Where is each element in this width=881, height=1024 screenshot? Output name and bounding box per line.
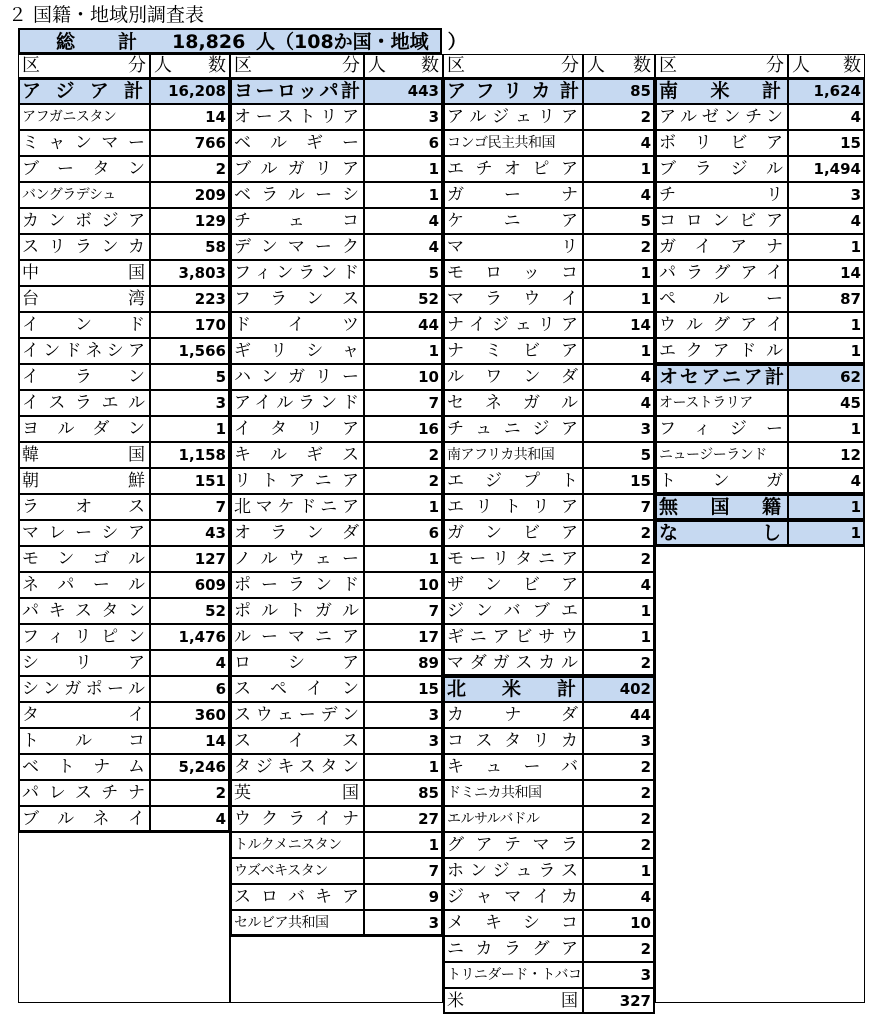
country-name: ベルギー (230, 130, 364, 156)
region-total-label: アジア計 (18, 78, 150, 104)
country-name: イタリア (230, 416, 364, 442)
country-count: 9 (364, 884, 443, 910)
country-name: 米国 (443, 988, 583, 1014)
country-count: 1 (364, 754, 443, 780)
country-name: エチオピア (443, 156, 583, 182)
country-name: ネパール (18, 572, 150, 598)
country-count: 27 (364, 806, 443, 832)
country-name: ウクライナ (230, 806, 364, 832)
country-name: イラン (18, 364, 150, 390)
country-count: 1 (583, 624, 655, 650)
region-total-count: 85 (583, 78, 655, 104)
country-name: ミャンマー (18, 130, 150, 156)
country-name: エルサルバドル (443, 806, 583, 832)
region-total-count: 402 (583, 676, 655, 702)
column-header-region: 区 分 (18, 54, 150, 78)
country-name: ヨルダン (18, 416, 150, 442)
country-name: ノルウェー (230, 546, 364, 572)
country-count: 43 (150, 520, 230, 546)
country-count: 327 (583, 988, 655, 1014)
country-name: イスラエル (18, 390, 150, 416)
country-name: デンマーク (230, 234, 364, 260)
page-title: ２ 国籍・地域別調査表 (8, 4, 205, 26)
country-count: 3 (364, 910, 443, 936)
country-count: 2 (583, 104, 655, 130)
country-name: エクアドル (655, 338, 788, 364)
country-name: カナダ (443, 702, 583, 728)
empty-cell (230, 936, 443, 1003)
region-total-count: 1 (788, 494, 865, 520)
country-count: 4 (364, 208, 443, 234)
country-count: 44 (364, 312, 443, 338)
country-count: 129 (150, 208, 230, 234)
country-count: 3 (788, 182, 865, 208)
country-count: 1 (788, 234, 865, 260)
country-name: トンガ (655, 468, 788, 494)
country-name: 英国 (230, 780, 364, 806)
country-count: 10 (364, 364, 443, 390)
country-count: 6 (150, 676, 230, 702)
country-count: 12 (788, 442, 865, 468)
country-count: 1,476 (150, 624, 230, 650)
country-name: 南アフリカ共和国 (443, 442, 583, 468)
country-count: 5 (364, 260, 443, 286)
country-name: アルゼンチン (655, 104, 788, 130)
country-count: 4 (788, 468, 865, 494)
country-count: 1 (583, 156, 655, 182)
country-name: アイルランド (230, 390, 364, 416)
country-count: 1 (788, 338, 865, 364)
column-header-count: 人 数 (788, 54, 865, 78)
country-count: 2 (583, 546, 655, 572)
country-name: モーリタニア (443, 546, 583, 572)
country-name: フィリピン (18, 624, 150, 650)
country-name: ベラルーシ (230, 182, 364, 208)
country-name: ハンガリー (230, 364, 364, 390)
country-name: ポーランド (230, 572, 364, 598)
country-name: エジプト (443, 468, 583, 494)
country-name: ケニア (443, 208, 583, 234)
country-count: 10 (364, 572, 443, 598)
region-total-label: 南米計 (655, 78, 788, 104)
grand-total-label: 総 計 (56, 31, 150, 53)
country-name: モンゴル (18, 546, 150, 572)
country-count: 1,158 (150, 442, 230, 468)
country-count: 2 (150, 780, 230, 806)
country-count: 1,566 (150, 338, 230, 364)
region-total-count: 62 (788, 364, 865, 390)
country-count: 7 (150, 494, 230, 520)
country-count: 7 (364, 598, 443, 624)
country-name: ブラジル (655, 156, 788, 182)
country-name: チリ (655, 182, 788, 208)
country-count: 52 (150, 598, 230, 624)
country-name: ラオス (18, 494, 150, 520)
country-name: ドミニカ共和国 (443, 780, 583, 806)
country-count: 766 (150, 130, 230, 156)
country-count: 4 (583, 364, 655, 390)
country-name: 朝鮮 (18, 468, 150, 494)
country-name: 台湾 (18, 286, 150, 312)
country-name: スウェーデン (230, 702, 364, 728)
country-count: 1 (364, 156, 443, 182)
country-name: モロッコ (443, 260, 583, 286)
country-name: オランダ (230, 520, 364, 546)
country-name: マリ (443, 234, 583, 260)
country-name: エリトリア (443, 494, 583, 520)
country-name: インド (18, 312, 150, 338)
country-name: ニカラグア (443, 936, 583, 962)
country-count: 6 (364, 520, 443, 546)
empty-cell (655, 546, 865, 1003)
country-count: 1 (583, 338, 655, 364)
country-name: メキシコ (443, 910, 583, 936)
country-count: 3 (364, 104, 443, 130)
country-count: 87 (788, 286, 865, 312)
country-count: 2 (583, 806, 655, 832)
country-count: 1 (150, 416, 230, 442)
country-name: タジキスタン (230, 754, 364, 780)
country-name: キルギス (230, 442, 364, 468)
country-count: 609 (150, 572, 230, 598)
column-header-count: 人 数 (583, 54, 655, 78)
country-count: 3 (583, 962, 655, 988)
country-count: 5,246 (150, 754, 230, 780)
country-name: 北マケドニア (230, 494, 364, 520)
country-name: カンボジア (18, 208, 150, 234)
country-name: ニュージーランド (655, 442, 788, 468)
country-name: フィジー (655, 416, 788, 442)
country-count: 1 (364, 832, 443, 858)
country-name: シンガポール (18, 676, 150, 702)
country-count: 1 (583, 286, 655, 312)
column-header-count: 人 数 (364, 54, 443, 78)
country-name: マレーシア (18, 520, 150, 546)
country-count: 4 (583, 884, 655, 910)
grand-total-unit: 人（108か国・地域 ） (256, 31, 467, 53)
country-name: キューバ (443, 754, 583, 780)
country-count: 1 (583, 598, 655, 624)
country-name: パレスチナ (18, 780, 150, 806)
country-count: 14 (583, 312, 655, 338)
country-name: ウズベキスタン (230, 858, 364, 884)
country-name: ジャマイカ (443, 884, 583, 910)
country-count: 1 (364, 494, 443, 520)
country-count: 85 (364, 780, 443, 806)
country-count: 2 (583, 936, 655, 962)
region-total-count: 16,208 (150, 78, 230, 104)
country-name: ブルネイ (18, 806, 150, 832)
country-count: 14 (150, 728, 230, 754)
country-name: ガーナ (443, 182, 583, 208)
country-name: 韓国 (18, 442, 150, 468)
country-count: 44 (583, 702, 655, 728)
country-count: 1 (583, 260, 655, 286)
country-name: スリランカ (18, 234, 150, 260)
empty-cell (18, 832, 230, 1003)
country-name: パキスタン (18, 598, 150, 624)
country-count: 4 (583, 182, 655, 208)
country-name: ルワンダ (443, 364, 583, 390)
region-total-label: アフリカ計 (443, 78, 583, 104)
country-name: マダガスカル (443, 650, 583, 676)
country-name: バングラデシュ (18, 182, 150, 208)
country-count: 2 (150, 156, 230, 182)
country-count: 4 (583, 572, 655, 598)
country-name: ガイアナ (655, 234, 788, 260)
country-count: 4 (583, 390, 655, 416)
country-count: 52 (364, 286, 443, 312)
country-count: 7 (364, 858, 443, 884)
country-count: 58 (150, 234, 230, 260)
region-total-label: なし (655, 520, 788, 546)
country-count: 151 (150, 468, 230, 494)
grand-total-count: 18,826 (172, 31, 246, 53)
country-name: チェコ (230, 208, 364, 234)
country-name: ペルー (655, 286, 788, 312)
country-count: 1 (364, 182, 443, 208)
country-count: 2 (583, 754, 655, 780)
country-count: 360 (150, 702, 230, 728)
country-count: 1 (583, 858, 655, 884)
country-count: 7 (583, 494, 655, 520)
country-count: 2 (583, 520, 655, 546)
country-name: スペイン (230, 676, 364, 702)
country-name: ザンビア (443, 572, 583, 598)
column-header-region: 区 分 (655, 54, 788, 78)
country-name: スイス (230, 728, 364, 754)
region-total-label: オセアニア計 (655, 364, 788, 390)
country-count: 1 (364, 546, 443, 572)
country-name: アルジェリア (443, 104, 583, 130)
country-count: 3,803 (150, 260, 230, 286)
country-count: 5 (150, 364, 230, 390)
nationality-table (18, 54, 865, 1011)
country-count: 3 (583, 728, 655, 754)
country-count: 2 (364, 442, 443, 468)
country-name: トルクメニスタン (230, 832, 364, 858)
country-name: フランス (230, 286, 364, 312)
country-count: 1 (788, 312, 865, 338)
country-name: ルーマニア (230, 624, 364, 650)
country-name: ギリシャ (230, 338, 364, 364)
country-count: 17 (364, 624, 443, 650)
country-name: ベトナム (18, 754, 150, 780)
country-count: 10 (583, 910, 655, 936)
region-total-count: 443 (364, 78, 443, 104)
country-count: 89 (364, 650, 443, 676)
country-name: ギニアビサウ (443, 624, 583, 650)
country-name: 中国 (18, 260, 150, 286)
country-count: 4 (788, 104, 865, 130)
country-name: ポルトガル (230, 598, 364, 624)
region-total-label: ヨーロッパ計 (230, 78, 364, 104)
country-name: コロンビア (655, 208, 788, 234)
country-name: オーストリア (230, 104, 364, 130)
country-count: 1,494 (788, 156, 865, 182)
country-count: 15 (364, 676, 443, 702)
country-count: 6 (364, 130, 443, 156)
country-name: インドネシア (18, 338, 150, 364)
country-count: 209 (150, 182, 230, 208)
country-count: 3 (364, 702, 443, 728)
country-name: リトアニア (230, 468, 364, 494)
country-name: トルコ (18, 728, 150, 754)
country-count: 1 (364, 338, 443, 364)
country-name: ナミビア (443, 338, 583, 364)
country-count: 15 (583, 468, 655, 494)
country-name: ホンジュラス (443, 858, 583, 884)
country-count: 3 (150, 390, 230, 416)
country-count: 2 (583, 780, 655, 806)
country-name: ドイツ (230, 312, 364, 338)
country-name: オーストラリア (655, 390, 788, 416)
country-name: セルビア共和国 (230, 910, 364, 936)
country-name: スロバキア (230, 884, 364, 910)
country-count: 16 (364, 416, 443, 442)
country-count: 2 (364, 468, 443, 494)
country-name: パラグアイ (655, 260, 788, 286)
country-count: 15 (788, 130, 865, 156)
country-count: 14 (150, 104, 230, 130)
country-count: 7 (364, 390, 443, 416)
column-header-region: 区 分 (230, 54, 364, 78)
country-name: タイ (18, 702, 150, 728)
country-name: ブルガリア (230, 156, 364, 182)
country-count: 4 (150, 650, 230, 676)
country-name: ボリビア (655, 130, 788, 156)
column-header-count: 人 数 (150, 54, 230, 78)
country-name: マラウイ (443, 286, 583, 312)
country-name: チュニジア (443, 416, 583, 442)
country-name: アフガニスタン (18, 104, 150, 130)
column-header-region: 区 分 (443, 54, 583, 78)
country-count: 45 (788, 390, 865, 416)
country-count: 2 (583, 234, 655, 260)
country-name: コスタリカ (443, 728, 583, 754)
country-name: ジンバブエ (443, 598, 583, 624)
country-count: 5 (583, 208, 655, 234)
country-count: 2 (583, 832, 655, 858)
country-count: 1 (788, 416, 865, 442)
country-count: 223 (150, 286, 230, 312)
region-total-label: 北米計 (443, 676, 583, 702)
region-total-count: 1,624 (788, 78, 865, 104)
country-count: 4 (583, 130, 655, 156)
country-count: 3 (364, 728, 443, 754)
country-name: グアテマラ (443, 832, 583, 858)
country-count: 3 (583, 416, 655, 442)
region-total-count: 1 (788, 520, 865, 546)
country-name: トリニダード・トバコ (443, 962, 583, 988)
country-name: ロシア (230, 650, 364, 676)
country-name: フィンランド (230, 260, 364, 286)
country-name: セネガル (443, 390, 583, 416)
country-count: 5 (583, 442, 655, 468)
country-count: 4 (788, 208, 865, 234)
country-name: コンゴ民主共和国 (443, 130, 583, 156)
country-name: ブータン (18, 156, 150, 182)
country-count: 170 (150, 312, 230, 338)
region-total-label: 無国籍 (655, 494, 788, 520)
country-name: ナイジェリア (443, 312, 583, 338)
country-name: ガンビア (443, 520, 583, 546)
country-count: 4 (150, 806, 230, 832)
country-name: シリア (18, 650, 150, 676)
country-count: 127 (150, 546, 230, 572)
country-count: 14 (788, 260, 865, 286)
country-name: ウルグアイ (655, 312, 788, 338)
country-count: 2 (583, 650, 655, 676)
grand-total-bar (18, 28, 467, 54)
country-count: 4 (364, 234, 443, 260)
